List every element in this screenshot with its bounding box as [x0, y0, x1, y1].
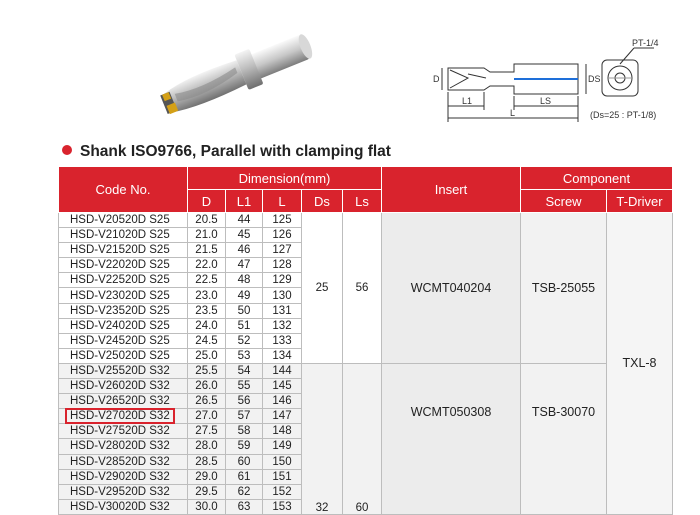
code-text: HSD-V24520D S25: [70, 334, 170, 347]
code-text: HSD-V21520D S25: [70, 244, 170, 257]
header-component: Component: [521, 167, 673, 190]
highlighted-code-text: HSD-V27020D S32: [67, 410, 173, 422]
cell-code: [59, 348, 188, 363]
cell-code: [59, 484, 188, 499]
section-heading: [62, 143, 391, 161]
code-text: HSD-V29020D S32: [70, 470, 170, 483]
cell-l1: 57: [226, 409, 263, 424]
cell-screw-group-s25: TSB-25055: [521, 213, 607, 364]
code-text: HSD-V28520D S32: [70, 455, 170, 468]
cell-l1: 51: [226, 318, 263, 333]
cell-l1: 47: [226, 258, 263, 273]
cell-code: [59, 394, 188, 409]
cell-l: 132: [263, 318, 302, 333]
cell-code: [59, 258, 188, 273]
code-text: HSD-V23020D S25: [70, 289, 170, 302]
cell-l: 133: [263, 333, 302, 348]
cell-code: [59, 499, 188, 514]
spec-table: [58, 166, 673, 515]
cell-insert-group-s32: WCMT050308: [382, 363, 521, 514]
cell-l: 134: [263, 348, 302, 363]
section-title: Shank ISO9766, Parallel with clamping flat: [80, 143, 391, 160]
cell-l: 151: [263, 469, 302, 484]
header-screw: Screw: [521, 190, 607, 213]
cell-l1: 63: [226, 499, 263, 514]
drawing-label-ls: LS: [540, 96, 552, 106]
cell-d: 29.5: [188, 484, 226, 499]
header-ls: Ls: [343, 190, 382, 213]
code-text: HSD-V26020D S32: [70, 380, 170, 393]
cell-l: 147: [263, 409, 302, 424]
cell-insert-group-s25: WCMT040204: [382, 213, 521, 364]
cell-ls-group-s32: 60: [343, 363, 382, 514]
cell-l1: 45: [226, 228, 263, 243]
cell-l: 153: [263, 499, 302, 514]
cell-d: 22.0: [188, 258, 226, 273]
cell-code: [59, 228, 188, 243]
cell-l: 130: [263, 288, 302, 303]
cell-l1: 55: [226, 379, 263, 394]
cell-code: [59, 409, 188, 424]
cell-l: 129: [263, 273, 302, 288]
code-text: HSD-V25520D S32: [70, 364, 170, 377]
drawing-label-d: D: [433, 74, 440, 84]
cell-l1: 50: [226, 303, 263, 318]
header-l1: L1: [226, 190, 263, 213]
cell-l: 126: [263, 228, 302, 243]
code-text: HSD-V25020D S25: [70, 349, 170, 362]
cell-code: [59, 288, 188, 303]
cell-d: 27.0: [188, 409, 226, 424]
table-row: [59, 213, 673, 228]
drawing-label-ds: DS: [588, 74, 601, 84]
code-text: HSD-V26520D S32: [70, 395, 170, 408]
cell-d: 25.5: [188, 363, 226, 378]
header-dimension: Dimension(mm): [188, 167, 382, 190]
cell-l: 148: [263, 424, 302, 439]
code-text: HSD-V24020D S25: [70, 319, 170, 332]
cell-l1: 52: [226, 333, 263, 348]
cell-ds-group-s25: 25: [302, 213, 343, 364]
cell-l: 145: [263, 379, 302, 394]
code-text: HSD-V27520D S32: [70, 425, 170, 438]
header-driver: T-Driver: [607, 190, 673, 213]
code-text: HSD-V28020D S32: [70, 440, 170, 453]
cell-l: 144: [263, 363, 302, 378]
cell-code: [59, 363, 188, 378]
cell-l1: 61: [226, 469, 263, 484]
code-text: HSD-V23520D S25: [70, 304, 170, 317]
cell-l: 128: [263, 258, 302, 273]
code-text: HSD-V29520D S32: [70, 485, 170, 498]
cell-code: [59, 424, 188, 439]
cell-d: 23.5: [188, 303, 226, 318]
cell-ds-group-s32: 32: [302, 363, 343, 514]
header-d: D: [188, 190, 226, 213]
cell-d: 28.0: [188, 439, 226, 454]
cell-d: 21.0: [188, 228, 226, 243]
drawing-label-l: L: [510, 108, 516, 118]
table-row: [59, 363, 673, 378]
cell-l1: 62: [226, 484, 263, 499]
cell-l1: 58: [226, 424, 263, 439]
cell-l: 127: [263, 243, 302, 258]
cell-l1: 53: [226, 348, 263, 363]
cell-code: [59, 469, 188, 484]
cell-d: 30.0: [188, 499, 226, 514]
cell-l1: 49: [226, 288, 263, 303]
cell-code: [59, 439, 188, 454]
cell-code: [59, 454, 188, 469]
cell-l1: 60: [226, 454, 263, 469]
cell-code: [59, 318, 188, 333]
cell-d: 23.0: [188, 288, 226, 303]
cell-driver: TXL-8: [607, 213, 673, 515]
cell-ls-group-s25: 56: [343, 213, 382, 364]
cell-l: 152: [263, 484, 302, 499]
cell-l: 146: [263, 394, 302, 409]
header-insert: Insert: [382, 167, 521, 213]
code-text: HSD-V21020D S25: [70, 229, 170, 242]
cell-d: 20.5: [188, 213, 226, 228]
cell-l: 150: [263, 454, 302, 469]
drill-product-photo: [150, 24, 325, 124]
cell-code: [59, 213, 188, 228]
cell-l: 125: [263, 213, 302, 228]
cell-code: [59, 273, 188, 288]
cell-l1: 48: [226, 273, 263, 288]
code-text: HSD-V22020D S25: [70, 259, 170, 272]
cell-l: 131: [263, 303, 302, 318]
technical-drawing: [428, 34, 693, 130]
cell-screw-group-s32: TSB-30070: [521, 363, 607, 514]
drawing-label-pt: PT-1/4: [632, 38, 659, 48]
cell-d: 25.0: [188, 348, 226, 363]
bullet-dot-icon: [62, 145, 72, 155]
cell-d: 26.5: [188, 394, 226, 409]
cell-l1: 59: [226, 439, 263, 454]
cell-l1: 46: [226, 243, 263, 258]
cell-l: 149: [263, 439, 302, 454]
drawing-label-l1: L1: [462, 96, 473, 106]
cell-code: [59, 303, 188, 318]
drawing-note: (Ds=25 : PT-1/8): [590, 110, 657, 120]
cell-d: 27.5: [188, 424, 226, 439]
code-text: HSD-V22520D S25: [70, 274, 170, 287]
cell-l1: 44: [226, 213, 263, 228]
cell-d: 24.0: [188, 318, 226, 333]
cell-d: 26.0: [188, 379, 226, 394]
cell-code: [59, 379, 188, 394]
cell-d: 28.5: [188, 454, 226, 469]
header-ds: Ds: [302, 190, 343, 213]
cell-d: 22.5: [188, 273, 226, 288]
cell-l1: 56: [226, 394, 263, 409]
cell-d: 21.5: [188, 243, 226, 258]
header-code: Code No.: [59, 167, 188, 213]
header-l: L: [263, 190, 302, 213]
cell-code: [59, 333, 188, 348]
cell-code: [59, 243, 188, 258]
code-text: HSD-V20520D S25: [70, 214, 170, 227]
code-text: HSD-V30020D S32: [70, 500, 170, 513]
cell-l1: 54: [226, 363, 263, 378]
table-header-row-1: [59, 167, 673, 190]
cell-d: 24.5: [188, 333, 226, 348]
cell-d: 29.0: [188, 469, 226, 484]
